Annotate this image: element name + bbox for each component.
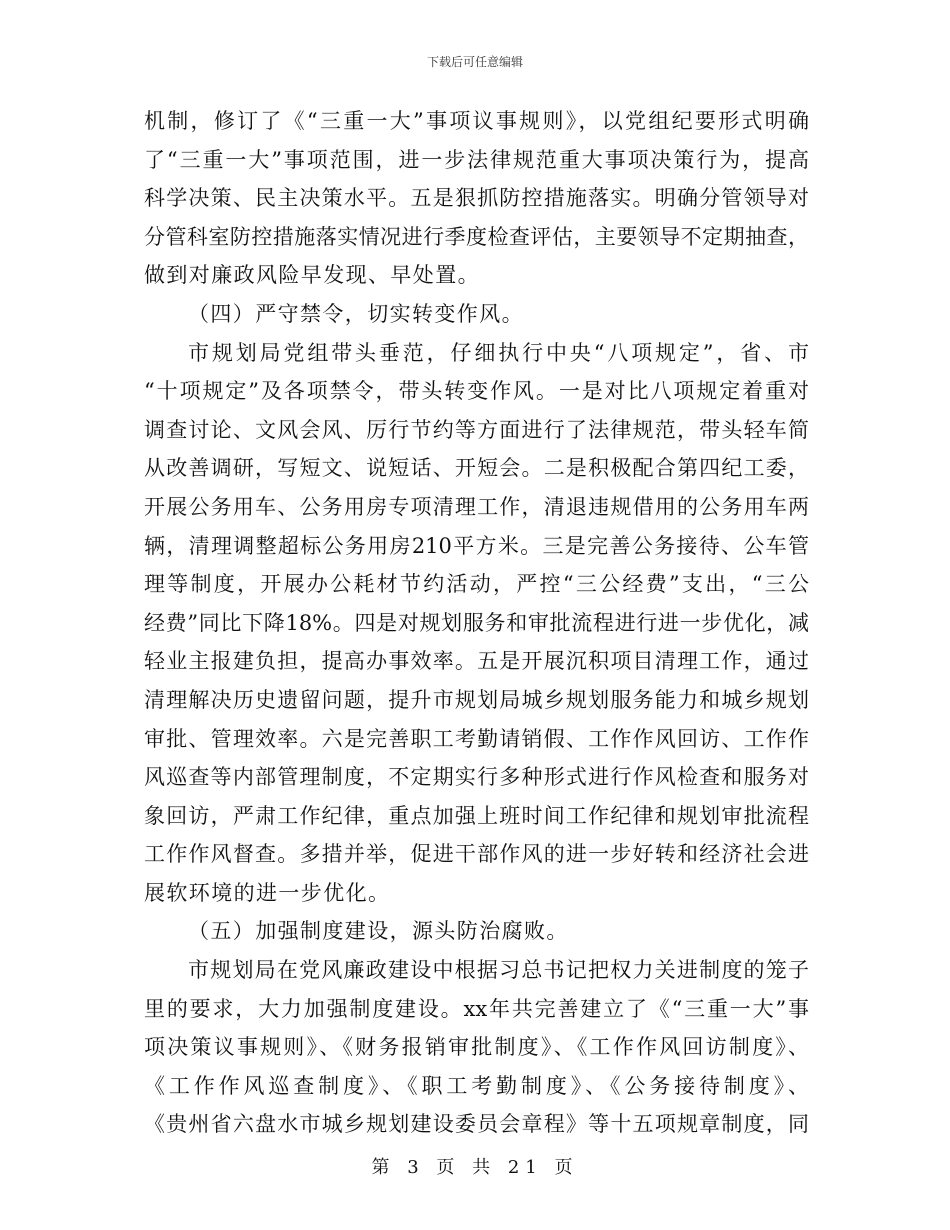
text-line: 做到对廉政风险早发现、早处置。 xyxy=(144,263,480,288)
text-line: 里的要求，大力加强制度建设。xx年共完善建立了《“三重一大”事 xyxy=(144,996,809,1021)
text-line: 项决策议事规则》、《财务报销审批制度》、《工作作风回访制度》、 xyxy=(144,1035,809,1060)
text-line: “十项规定”及各项禁令，带头转变作风。一是对比八项规定着重对 xyxy=(144,379,809,404)
text-line: 分管科室防控措施落实情况进行季度检查评估，主要领导不定期抽查， xyxy=(144,224,809,249)
text-line: 了“三重一大”事项范围，进一步法律规范重大事项决策行为，提高 xyxy=(144,147,809,172)
text-line: 《贵州省六盘水市城乡规划建设委员会章程》等十五项规章制度，同 xyxy=(144,1112,809,1137)
text-line: 轻业主报建负担，提高办事效率。五是开展沉积项目清理工作，通过 xyxy=(144,649,809,674)
document-body xyxy=(144,102,809,1144)
text-line: 审批、管理效率。六是完善职工考勤请销假、工作作风回访、工作作 xyxy=(144,726,809,751)
text-line: 经费”同比下降18%。四是对规划服务和审批流程进行进一步优化，减 xyxy=(144,610,809,635)
text-line: 风巡查等内部管理制度，不定期实行多种形式进行作风检查和服务对 xyxy=(144,765,809,790)
text-line: 机制，修订了《“三重一大”事项议事规则》，以党组纪要形式明确 xyxy=(144,109,809,133)
page-header: 下载后可任意编辑 xyxy=(426,55,523,69)
text-line: 展软环境的进一步优化。 xyxy=(144,880,391,905)
text-line: 工作作风督查。多措并举，促进干部作风的进一步好转和经济社会进 xyxy=(144,842,809,867)
text-line: 清理解决历史遗留问题，提升市规划局城乡规划服务能力和城乡规划 xyxy=(144,687,809,712)
text-line: 《工作作风巡查制度》、《职工考勤制度》、《公务接待制度》、 xyxy=(144,1073,809,1098)
text-line: 理等制度，开展办公耗材节约活动，严控“三公经费”支出，“三公 xyxy=(144,572,809,597)
text-line: 辆，清理调整超标公务用房210平方米。三是完善公务接待、公车管 xyxy=(144,533,809,558)
section-heading: （四）严守禁令，切实转变作风。 xyxy=(188,301,524,326)
section-heading: （五）加强制度建设，源头防治腐败。 xyxy=(188,919,569,944)
page-footer: 第 3 页 共 21 页 xyxy=(371,1157,579,1178)
text-line: 调查讨论、文风会风、厉行节约等方面进行了法律规范，带头轻车简 xyxy=(144,417,809,442)
paragraph-first-line: 市规划局党组带头垂范，仔细执行中央“八项规定”，省、市 xyxy=(188,340,809,365)
text-line: 象回访，严肃工作纪律，重点加强上班时间工作纪律和规划审批流程 xyxy=(144,803,809,828)
text-line: 科学决策、民主决策水平。五是狠抓防控措施落实。明确分管领导对 xyxy=(144,186,809,211)
text-line: 从改善调研，写短文、说短话、开短会。二是积极配合第四纪工委， xyxy=(144,456,809,481)
paragraph-first-line: 市规划局在党风廉政建设中根据习总书记把权力关进制度的笼子 xyxy=(188,958,809,983)
text-line: 开展公务用车、公务用房专项清理工作，清退违规借用的公务用车两 xyxy=(144,494,809,519)
